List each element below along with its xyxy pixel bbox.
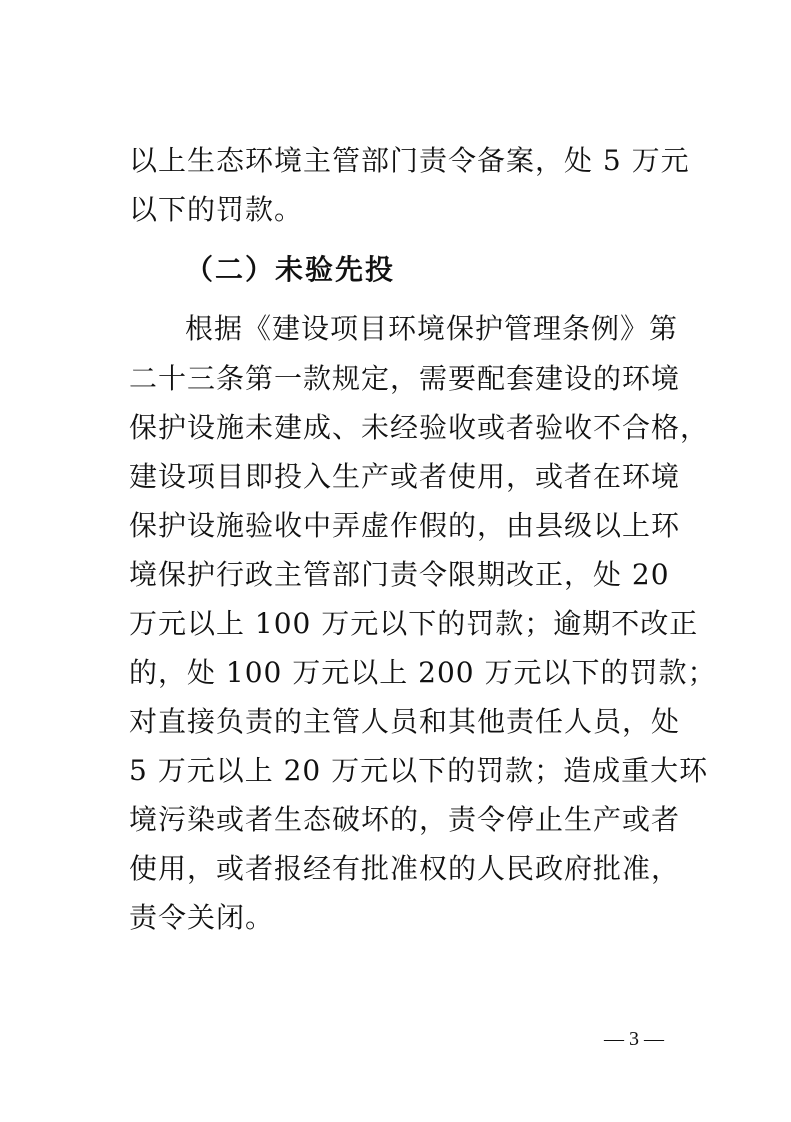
paragraph-line: 保护设施未建成、未经验收或者验收不合格，	[129, 411, 710, 444]
paragraph-line: 5 万元以上 20 万元以下的罚款；造成重大环	[129, 754, 709, 787]
paragraph-line: 保护设施验收中弄虚作假的，由县级以上环	[129, 509, 681, 542]
page-number: — 3 —	[604, 1028, 664, 1050]
paragraph-line: 使用，或者报经有批准权的人民政府批准，	[129, 852, 681, 885]
paragraph-line: 对直接负责的主管人员和其他责任人员，处	[129, 705, 681, 738]
paragraph-line: 二十三条第一款规定，需要配套建设的环境	[129, 362, 681, 395]
paragraph-line: 责令关闭。	[129, 901, 275, 934]
section-heading: （二）未验先投	[185, 253, 396, 286]
paragraph-line: 万元以上 100 万元以下的罚款；逾期不改正	[129, 607, 699, 640]
paragraph-line: 以上生态环境主管部门责令备案，处 5 万元	[129, 144, 690, 177]
paragraph-line: 以下的罚款。	[129, 193, 304, 226]
paragraph-line: 的，处 100 万元以上 200 万元以下的罚款；	[129, 656, 717, 689]
paragraph-line: 境保护行政主管部门责令限期改正，处 20	[129, 558, 670, 591]
paragraph-line: 境污染或者生态破坏的，责令停止生产或者	[129, 803, 681, 836]
paragraph-line: 根据《建设项目环境保护管理条例》第	[185, 312, 679, 345]
paragraph-line: 建设项目即投入生产或者使用，或者在环境	[129, 460, 681, 493]
